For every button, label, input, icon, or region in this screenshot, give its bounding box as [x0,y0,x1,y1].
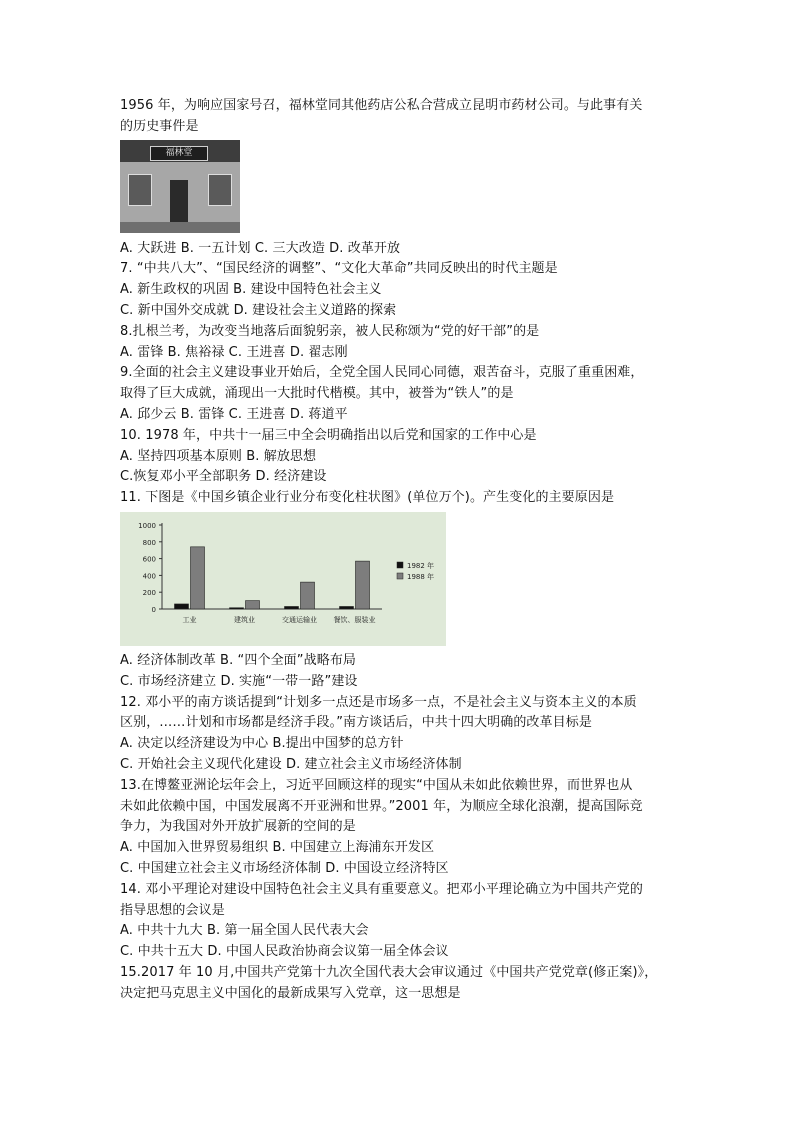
text-line: 13.在博鳌亚洲论坛年会上，习近平回顾这样的现实“中国从未如此依赖世界，而世界也从 [120,777,633,793]
text-line: A. 经济体制改革 B. “四个全面”战略布局 [120,652,357,668]
text-line: A. 中国加入世界贸易组织 B. 中国建立上海浦东开发区 [120,840,435,856]
category-label: 建筑业 [234,615,255,624]
y-tick-label: 800 [142,538,156,547]
text-line: 争力，为我国对外开放扩展新的空间的是 [120,819,356,835]
text-line: 1956 年，为响应国家号召，福林堂同其他药店公私合营成立昆明市药材公司。与此事有关 [120,98,643,113]
text-line: 未如此依赖中国，中国发展离不开亚洲和世界。”2001 年，为顺应全球化浪潮，提高国际竞 [120,798,643,814]
text-line: A. 决定以经济建设为中心 B.提出中国梦的总方针 [120,736,404,752]
bar-1982 [230,608,244,609]
township-enterprise-bar-chart [120,512,446,646]
text-line: A. 大跃进 B. 一五计划 C. 三大改造 D. 改革开放 [120,240,401,256]
text-line: C. 中共十五大 D. 中国人民政治协商会议第一届全体会议 [120,944,449,960]
bar-1982 [285,606,299,609]
shop-sign-text: 福林堂 [165,147,193,158]
bar-1988 [301,582,315,609]
text-line: C.恢复邓小平全部职务 D. 经济建设 [120,469,327,485]
text-line: C. 开始社会主义现代化建设 D. 建立社会主义市场经济体制 [120,756,462,772]
text-line: A. 雷锋 B. 焦裕禄 C. 王进喜 D. 翟志刚 [120,344,348,360]
text-line: 10. 1978 年，中共十一届三中全会明确指出以后党和国家的工作中心是 [120,427,537,443]
bar-1982 [340,606,354,609]
text-line: 决定把马克思主义中国化的最新成果写入党章，这一思想是 [120,985,461,1001]
bar-1982 [175,604,189,609]
text-line: 7. “中共八大”、“国民经济的调整”、“文化大革命”共同反映出的时代主题是 [120,261,558,277]
bar-1988 [246,601,260,609]
y-tick-label: 1000 [138,521,156,530]
fulintang-photo [120,140,240,233]
text-line: 区别，……计划和市场都是经济手段。”南方谈话后，中共十四大明确的改革目标是 [120,715,592,731]
text-line: 14. 邓小平理论对建设中国特色社会主义具有重要意义。把邓小平理论确立为中国共产党的 [120,881,644,897]
y-tick-label: 600 [142,555,156,564]
text-line: A. 邱少云 B. 雷锋 C. 王进喜 D. 蒋道平 [120,406,348,422]
legend-swatch [397,562,403,568]
text-line: 15.2017 年 10 月,中国共产党第十九次全国代表大会审议通过《中国共产党党章(修正案)》， [120,964,658,980]
bar-1988 [191,547,205,609]
category-label: 交通运输业 [282,615,317,624]
legend-label: 1982 年 [407,561,435,570]
text-line: C. 市场经济建立 D. 实施“一带一路”建设 [120,673,358,689]
y-tick-label: 200 [142,589,156,598]
text-line: 的历史事件是 [120,118,199,134]
text-line: A. 坚持四项基本原则 B. 解放思想 [120,448,317,464]
text-line: 9.全面的社会主义建设事业开始后，全党全国人民同心同德，艰苦奋斗，克服了重重困难， [120,365,644,381]
text-line: 取得了巨大成就，涌现出一大批时代楷模。其中，被誉为“铁人”的是 [120,386,514,402]
legend-label: 1988 年 [407,572,435,581]
text-line: C. 新中国外交成就 D. 建设社会主义道路的探索 [120,302,397,318]
text-line: A. 新生政权的巩固 B. 建设中国特色社会主义 [120,282,382,298]
y-tick-label: 400 [142,572,156,581]
text-line: C. 中国建立社会主义市场经济体制 D. 中国设立经济特区 [120,860,449,876]
text-line: 12. 邓小平的南方谈话提到“计划多一点还是市场多一点，不是社会主义与资本主义的本质 [120,694,637,710]
category-label: 餐饮、服装业 [333,615,376,624]
text-line: 8.扎根兰考，为改变当地落后面貌躬亲，被人民称颂为“党的好干部”的是 [120,323,540,339]
category-label: 工业 [182,615,197,624]
legend-swatch [397,573,403,579]
bar-chart-svg [120,512,446,646]
bar-1988 [356,561,370,609]
shop-sign [150,146,208,161]
text-line: 11. 下图是《中国乡镇企业行业分布变化柱状图》(单位万个)。产生变化的主要原因是 [120,490,615,506]
y-tick-label: 0 [151,605,156,614]
text-line: 指导思想的会议是 [120,902,225,918]
text-line: A. 中共十九大 B. 第一届全国人民代表大会 [120,923,369,939]
exam-page [120,96,680,1005]
